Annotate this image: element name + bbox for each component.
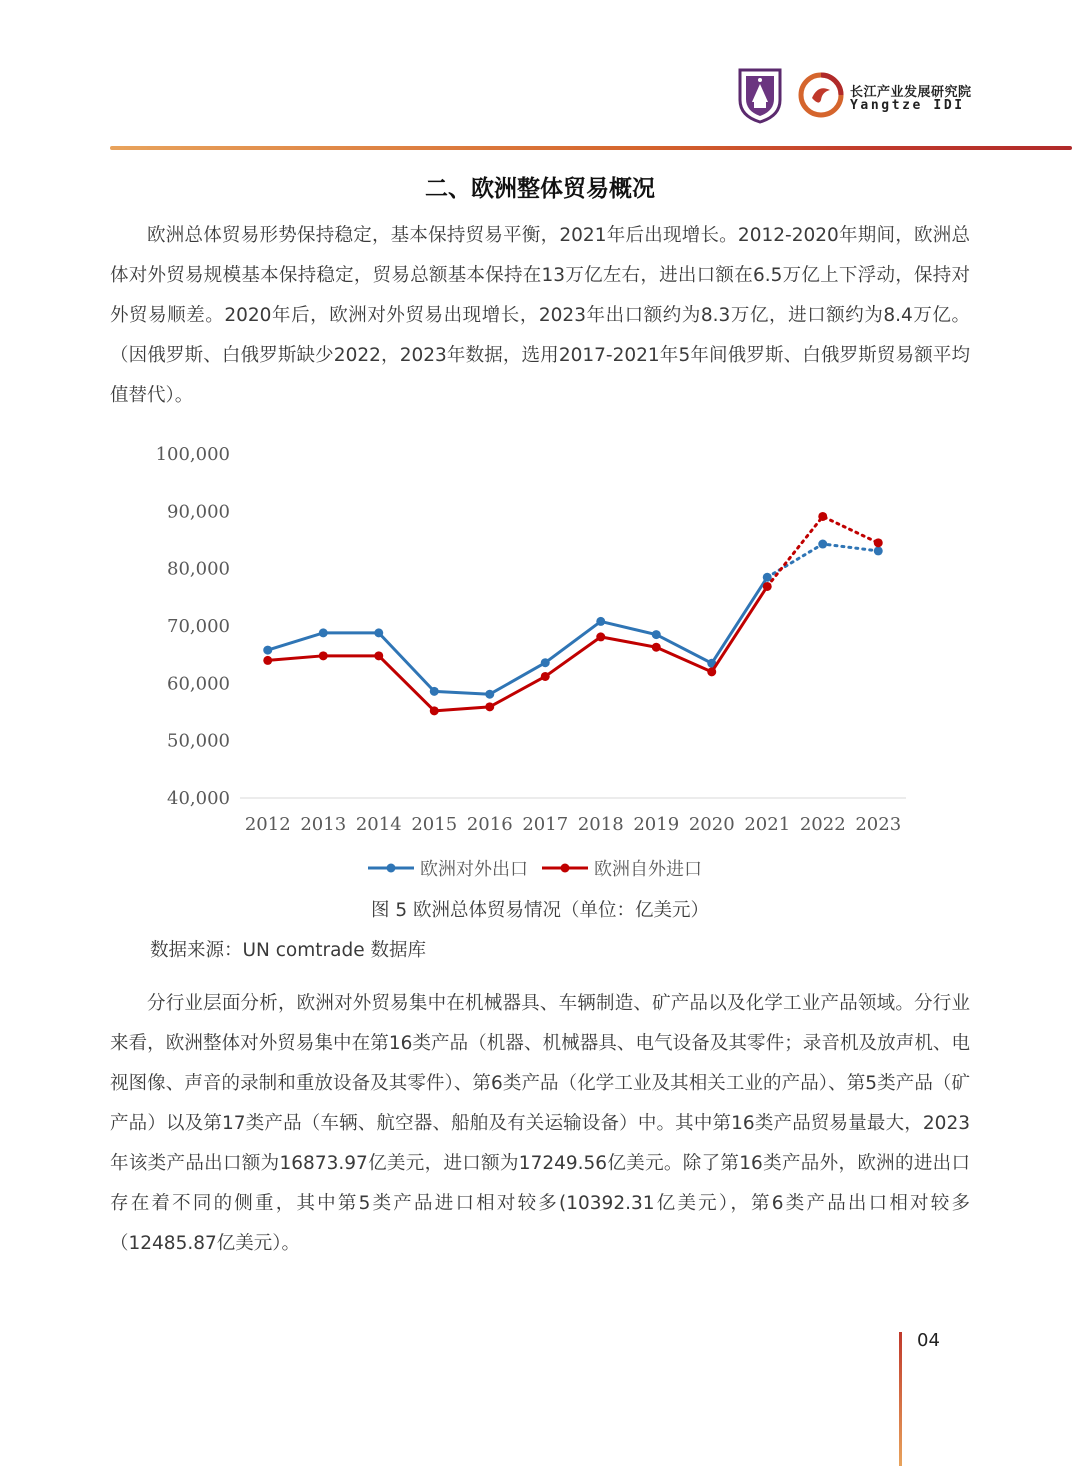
data-point (596, 632, 605, 641)
x-tick-label: 2019 (633, 814, 680, 835)
data-point (652, 630, 661, 639)
legend-label: 欧洲对外出口 (420, 859, 528, 880)
data-point (319, 651, 328, 660)
data-point (374, 651, 383, 660)
data-point (263, 656, 272, 665)
data-point (763, 582, 772, 591)
university-crest-icon (736, 66, 784, 124)
header-divider (110, 146, 1072, 150)
data-point (374, 628, 383, 637)
data-point (430, 706, 439, 715)
institute-name-en: Yangtze IDI (850, 98, 965, 113)
header-logos (736, 66, 976, 126)
x-tick-label: 2021 (744, 814, 791, 835)
y-tick-label: 90,000 (167, 501, 230, 523)
y-tick-label: 70,000 (167, 616, 230, 637)
section-title: 二、欧洲整体贸易概况 (425, 176, 655, 202)
x-tick-label: 2016 (466, 814, 513, 835)
series-line-dotted (767, 516, 878, 586)
data-point (818, 512, 827, 521)
x-tick-label: 2022 (799, 814, 846, 835)
data-point (485, 690, 494, 699)
legend-marker (387, 864, 396, 873)
data-point (430, 687, 439, 696)
page-number-bar (899, 1332, 902, 1466)
institute-name-cn: 长江产业发展研究院 (850, 85, 972, 100)
data-point (818, 540, 827, 549)
data-point (874, 546, 883, 555)
x-tick-label: 2015 (411, 814, 458, 835)
series-line-solid (268, 586, 768, 710)
page-number: 04 (917, 1330, 940, 1351)
y-tick-label: 50,000 (167, 730, 230, 752)
paragraph-overview: 欧洲总体贸易形势保持稳定，基本保持贸易平衡，2021年后出现增长。2012-2020年期间，欧洲总体对外贸易规模基本保持稳定，贸易总额基本保持在13万亿左右，进出口额在6.5万亿上下浮动，保持对外贸易顺差。2020年后，欧洲对外贸易出现增长，2023年出口额约为8.3万亿，进口额约为8.4万亿。（因俄罗斯、白俄罗斯缺少2022，2023年数据，选用2017-2021年5年间俄罗斯、白俄罗斯贸易额平均值替代）。 (110, 225, 970, 406)
y-tick-label: 80,000 (167, 558, 230, 580)
figure-caption: 图 5 欧洲总体贸易情况（单位：亿美元） (370, 900, 710, 921)
x-tick-label: 2018 (577, 814, 624, 835)
data-point (596, 617, 605, 626)
data-point (263, 646, 272, 655)
x-tick-label: 2020 (688, 814, 735, 835)
y-tick-label: 100,000 (155, 444, 230, 465)
data-point (485, 702, 494, 711)
data-point (541, 672, 550, 681)
y-tick-label: 40,000 (167, 788, 230, 809)
legend-label: 欧洲自外进口 (594, 859, 702, 880)
x-tick-label: 2023 (855, 814, 902, 835)
data-source: 数据来源：UN comtrade 数据库 (150, 940, 426, 961)
data-point (707, 667, 716, 676)
x-tick-label: 2012 (244, 814, 291, 835)
legend-marker (561, 864, 570, 873)
x-tick-label: 2014 (355, 814, 402, 835)
yangtze-idi-logo-icon (798, 72, 844, 118)
data-point (652, 643, 661, 652)
data-point (319, 628, 328, 637)
x-tick-label: 2013 (300, 814, 347, 835)
x-tick-label: 2017 (522, 814, 569, 835)
paragraph-industry: 分行业层面分析，欧洲对外贸易集中在机械器具、车辆制造、矿产品以及化学工业产品领域。分行业来看，欧洲整体对外贸易集中在第16类产品（机器、机械器具、电气设备及其零件；录音机及放声机、电视图像、声音的录制和重放设备及其零件）、第6类产品（化学工业及其相关工业的产品）、第5类产品（矿产品）以及第17类产品（车辆、航空器、船舶及有关运输设备）中。其中第16类产品贸易量最大，2023年该类产品出口额为16873.97亿美元，进口额为17249.56亿美元。除了第16类产品外，欧洲的进出口存在着不同的侧重，其中第5类产品进口相对较多(10392.31亿美元），第6类产品出口相对较多（12485.87亿美元）。 (110, 993, 970, 1254)
y-tick-label: 60,000 (167, 673, 230, 695)
data-point (874, 538, 883, 547)
data-point (541, 658, 550, 667)
series-line-dotted (767, 544, 878, 577)
series-line-solid (268, 577, 768, 694)
trade-line-chart (150, 434, 930, 884)
